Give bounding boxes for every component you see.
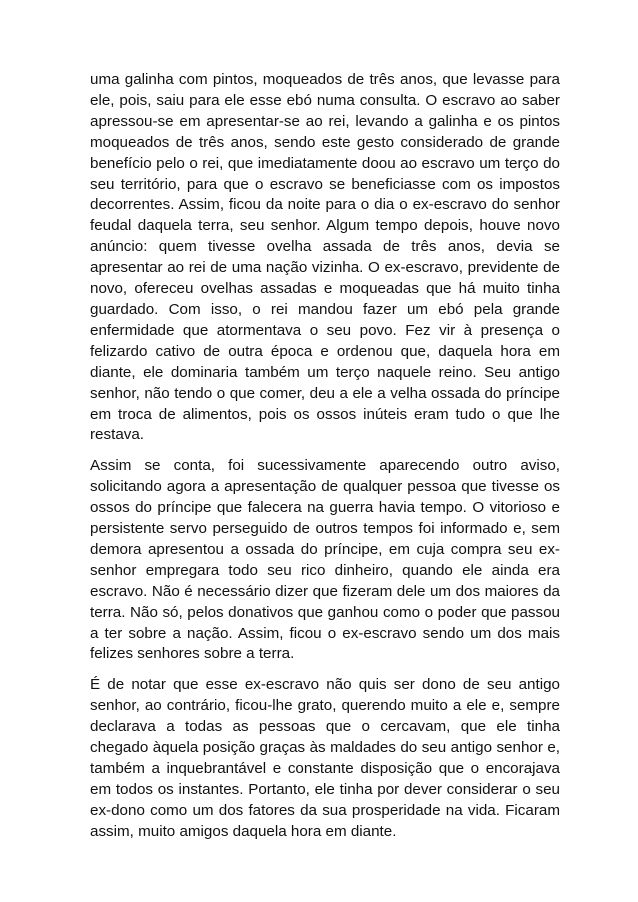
paragraph-3: É de notar que esse ex-escravo não quis ser dono de seu antigo senhor, ao contrário, ficou-lhe grato, querendo muito a ele e, sempre declarava a todas as pessoas que o cercavam, que ele tinha chegado àquela posição graças às maldades do seu antigo senhor e, também a inquebrantável e constante disposição que o encorajava em todos os instantes. Portanto, ele tinha por dever considerar o seu ex-dono como um dos fatores da sua prosperidade na vida. Ficaram assim, muito amigos daquela hora em diante. xyxy=(90,676,560,840)
paragraph-2: Assim se conta, foi sucessivamente aparecendo outro aviso, solicitando agora a apresentação de qualquer pessoa que tivesse os ossos do príncipe que falecera na guerra havia tempo. O vitorioso e persistente servo perseguido de outros tempos foi informado e, sem demora apresentou a ossada do príncipe, em cuja compra seu ex-senhor empregara todo seu rico dinheiro, quando ele ainda era escravo. Não é necessário dizer que fizeram dele um dos maiores da terra. Não só, pelos donativos que ganhou como o poder que passou a ter sobre a nação. Assim, ficou o ex-escravo sendo um dos mais felizes senhores sobre a terra. xyxy=(90,457,560,663)
body-text xyxy=(90,70,560,853)
paragraph-1: uma galinha com pintos, moqueados de três anos, que levasse para ele, pois, saiu para ele esse ebó numa consulta. O escravo ao saber apressou-se em apresentar-se ao rei, levando a galinha e os pintos moqueados de três anos, sendo este gesto considerado de grande benefício pelo o rei, que imediatamente doou ao escravo um terço do seu território, para que o escravo se beneficiasse com os impostos decorrentes. Assim, ficou da noite para o dia o ex-escravo do senhor feudal daquela terra, seu senhor. Algum tempo depois, houve novo anúncio: quem tivesse ovelha assada de três anos, devia se apresentar ao rei de uma nação vizinha. O ex-escravo, previdente de novo, ofereceu ovelhas assadas e moqueadas que há muito tinha guardado. Com isso, o rei mandou fazer um ebó pela grande enfermidade que atormentava o seu povo. Fez vir à presença o felizardo cativo de outra época e ordenou que, daquela hora em diante, ele dominaria também um terço naquele reino. Seu antigo senhor, não tendo o que comer, deu a ele a velha ossada do príncipe em troca de alimentos, pois os ossos inúteis eram tudo o que lhe restava. xyxy=(90,71,560,444)
